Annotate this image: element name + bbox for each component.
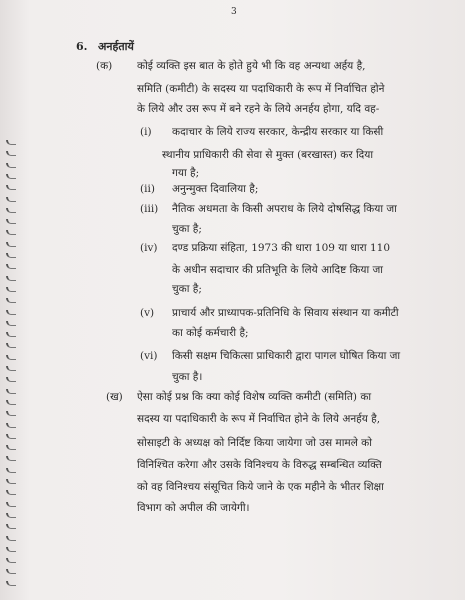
item-iii-line: चुका है; — [172, 223, 202, 235]
binding-ring — [6, 298, 16, 303]
item-vi-label: (vi) — [140, 350, 158, 362]
binding-ring — [6, 536, 16, 541]
binding-ring — [6, 219, 16, 224]
item-v-line: का कोई कर्मचारी है; — [172, 327, 249, 339]
binding-ring — [6, 230, 16, 235]
binding-ring — [6, 479, 16, 484]
binding-ring — [6, 140, 16, 145]
item-i-line: कदाचार के लिये राज्य सरकार, केन्द्रीय सरकार या किसी — [172, 126, 384, 138]
binding-ring — [6, 366, 16, 371]
binding-ring — [6, 524, 16, 529]
binding-ring — [6, 377, 16, 382]
binding-ring — [6, 310, 16, 315]
item-ii-label: (ii) — [140, 183, 155, 195]
clause-ka-line: समिति (कमीटी) के सदस्य या पदाधिकारी के रूप में निर्वाचित होने — [137, 83, 385, 95]
section-title: अनर्हतायें — [98, 40, 134, 53]
item-iv-label: (iv) — [140, 242, 158, 254]
item-iii-label: (iii) — [140, 203, 159, 215]
binding-ring — [6, 558, 16, 563]
binding-ring — [6, 569, 16, 574]
binding-ring — [6, 321, 16, 326]
binding-ring — [6, 253, 16, 258]
binding-ring — [6, 163, 16, 168]
binding-ring — [6, 456, 16, 461]
binding-ring — [6, 434, 16, 439]
binding-ring — [6, 445, 16, 450]
binding-ring — [6, 581, 16, 586]
clause-ka-line: के लिये और उस रूप में बने रहने के लिये अनर्हय होगा, यदि वह- — [137, 103, 380, 115]
binding-ring — [6, 332, 16, 337]
binding-ring — [6, 185, 16, 190]
item-i-line: गया है; — [172, 167, 200, 179]
clause-ka-label: (क) — [96, 60, 113, 72]
binding-ring — [6, 242, 16, 247]
spiral-binding — [2, 140, 18, 595]
item-vi-line: किसी सक्षम चिकित्सा प्राधिकारी द्वारा पागल घोषित किया जा — [172, 350, 401, 362]
clause-kha-line: विनिश्चित करेगा और उसके विनिश्चय के विरुद्ध सम्बन्धित व्यक्ति — [137, 459, 382, 471]
binding-ring — [6, 355, 16, 360]
clause-kha-line: को वह विनिश्चय संसूचित किये जाने के एक महीने के भीतर शिक्षा — [137, 481, 384, 493]
binding-ring — [6, 287, 16, 292]
binding-ring — [6, 389, 16, 394]
item-iv-line: चुका है; — [172, 283, 202, 295]
binding-ring — [6, 276, 16, 281]
clause-kha-line: सदस्य या पदाधिकारी के रूप में निर्वाचित होने के लिये अनर्हय है, — [137, 413, 381, 425]
binding-ring — [6, 343, 16, 348]
binding-ring — [6, 411, 16, 416]
binding-ring — [6, 502, 16, 507]
item-v-label: (v) — [140, 307, 155, 319]
item-ii-line: अनुन्मुक्त दिवालिया है; — [172, 183, 259, 195]
clause-kha-line: सोसाइटी के अध्यक्ष को निर्दिष्ट किया जायेगा जो उस मामले को — [137, 437, 372, 449]
binding-ring — [6, 208, 16, 213]
item-i-label: (i) — [140, 126, 152, 138]
binding-ring — [6, 468, 16, 473]
clause-ka-line: कोई व्यक्ति इस बात के होते हुये भी कि वह अन्यथा अर्हय है, — [137, 60, 366, 72]
page-number: 3 — [231, 7, 237, 17]
section-number: 6. — [76, 40, 88, 53]
binding-ring — [6, 423, 16, 428]
binding-ring — [6, 197, 16, 202]
item-iv-line: के अधीन सदाचार की प्रतिभूति के लिये आदिष्ट किया जा — [172, 264, 384, 276]
clause-kha-label: (ख) — [106, 391, 123, 403]
binding-ring — [6, 513, 16, 518]
item-v-line: प्राचार्य और प्राध्यापक-प्रतिनिधि के सिवाय संस्थान या कमीटी — [172, 307, 399, 319]
item-vi-line: चुका है। — [172, 371, 203, 383]
binding-ring — [6, 400, 16, 405]
binding-ring — [6, 264, 16, 269]
item-i-line: स्थानीय प्राधिकारी की सेवा से मुक्त (बरखास्त) कर दिया — [162, 149, 374, 161]
binding-ring — [6, 151, 16, 156]
clause-kha-line: विभाग को अपील की जायेगी। — [137, 502, 250, 514]
binding-ring — [6, 547, 16, 552]
clause-kha-line: ऐसा कोई प्रश्न कि क्या कोई विशेष व्यक्ति कमीटी (समिति) का — [137, 391, 372, 403]
binding-ring — [6, 174, 16, 179]
item-iv-line: दण्ड प्रक्रिया संहिता, 1973 की धारा 109 या धारा 110 — [172, 242, 391, 254]
binding-ring — [6, 490, 16, 495]
item-iii-line: नैतिक अधमता के किसी अपराध के लिये दोषसिद्ध किया जा — [172, 203, 397, 215]
